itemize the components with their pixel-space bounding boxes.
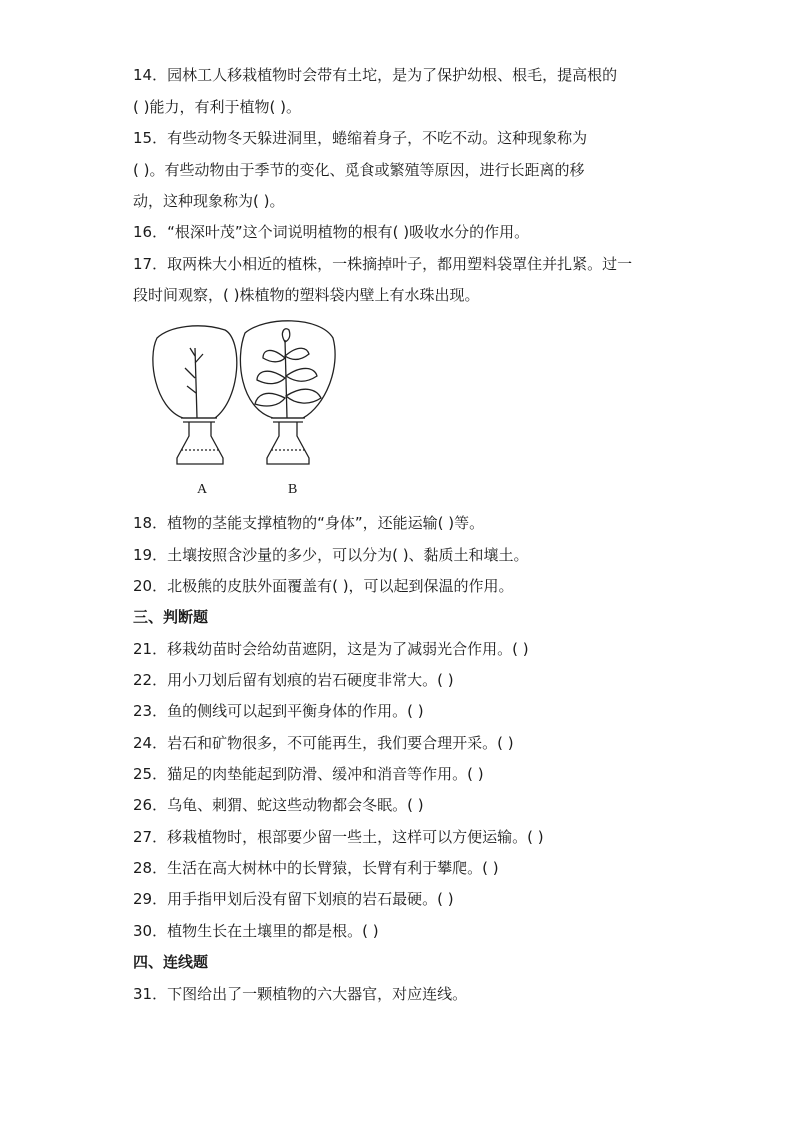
question-18: 18．植物的茎能支撑植物的“身体”，还能运输( )等。 (133, 514, 485, 532)
figure-label-a: A (197, 482, 208, 497)
question-22: 22．用小刀划后留有划痕的岩石硬度非常大。( ) (133, 671, 454, 689)
leafless-stem-a (185, 348, 203, 418)
question-16: 16．“根深叶茂”这个词说明植物的根有( )吸收水分的作用。 (133, 223, 530, 241)
section-4-title: 四、连线题 (133, 953, 209, 971)
section-3-title: 三、判断题 (133, 608, 209, 626)
question-17-line-1: 17．取两株大小相近的植株，一株摘掉叶子，都用塑料袋罩住并扎紧。过一 (133, 255, 633, 273)
question-15-line-1: 15．有些动物冬天躲进洞里，蜷缩着身子，不吃不动。这种现象称为 (133, 129, 588, 147)
plastic-bag-a (153, 326, 237, 418)
question-20: 20．北极熊的皮肤外面覆盖有( )，可以起到保温的作用。 (133, 577, 514, 595)
question-30: 30．植物生长在土壤里的都是根。( ) (133, 922, 379, 940)
figure-label-b: B (288, 482, 298, 497)
leaf-b-top (282, 329, 289, 342)
question-28: 28．生活在高大树林中的长臂猿，长臂有利于攀爬。( ) (133, 859, 499, 877)
stem-b (285, 340, 287, 418)
question-26: 26．乌龟、刺猬、蛇这些动物都会冬眠。( ) (133, 796, 424, 814)
question-14-line-1: 14．园林工人移栽植物时会带有土坨，是为了保护幼根、根毛，提高根的 (133, 66, 618, 84)
leaf-b-1 (255, 393, 285, 406)
bottle-a (177, 422, 223, 464)
leaf-b-3 (257, 371, 285, 383)
bag-tie-b (271, 418, 305, 422)
leaf-b-2 (286, 389, 321, 403)
question-21: 21．移栽幼苗时会给幼苗遮阴，这是为了减弱光合作用。( ) (133, 640, 529, 658)
question-24: 24．岩石和矿物很多，不可能再生，我们要合理开采。( ) (133, 734, 514, 752)
plant-bag-illustration (145, 318, 345, 488)
bottle-b (267, 422, 309, 464)
question-31: 31．下图给出了一颗植物的六大器官，对应连线。 (133, 985, 468, 1003)
question-25: 25．猫足的肉垫能起到防滑、缓冲和消音等作用。( ) (133, 765, 484, 783)
question-19: 19．土壤按照含沙量的多少，可以分为( )、黏质土和壤土。 (133, 546, 529, 564)
question-27: 27．移栽植物时，根部要少留一些土，这样可以方便运输。( ) (133, 828, 544, 846)
question-14-line-2: ( )能力，有利于植物( )。 (133, 98, 301, 116)
question-15-line-2: ( )。有些动物由于季节的变化、觅食或繁殖等原因，进行长距离的移 (133, 161, 585, 179)
question-15-line-3: 动，这种现象称为( )。 (133, 192, 285, 210)
question-17-line-2: 段时间观察，( )株植物的塑料袋内壁上有水珠出现。 (133, 286, 480, 304)
question-23: 23．鱼的侧线可以起到平衡身体的作用。( ) (133, 702, 424, 720)
leaf-b-4 (286, 368, 317, 381)
leaf-b-5 (263, 350, 285, 361)
leaf-b-6 (285, 348, 309, 359)
bag-tie-a (181, 418, 217, 422)
question-29: 29．用手指甲划后没有留下划痕的岩石最硬。( ) (133, 890, 454, 908)
plant-bag-figure (145, 318, 345, 508)
